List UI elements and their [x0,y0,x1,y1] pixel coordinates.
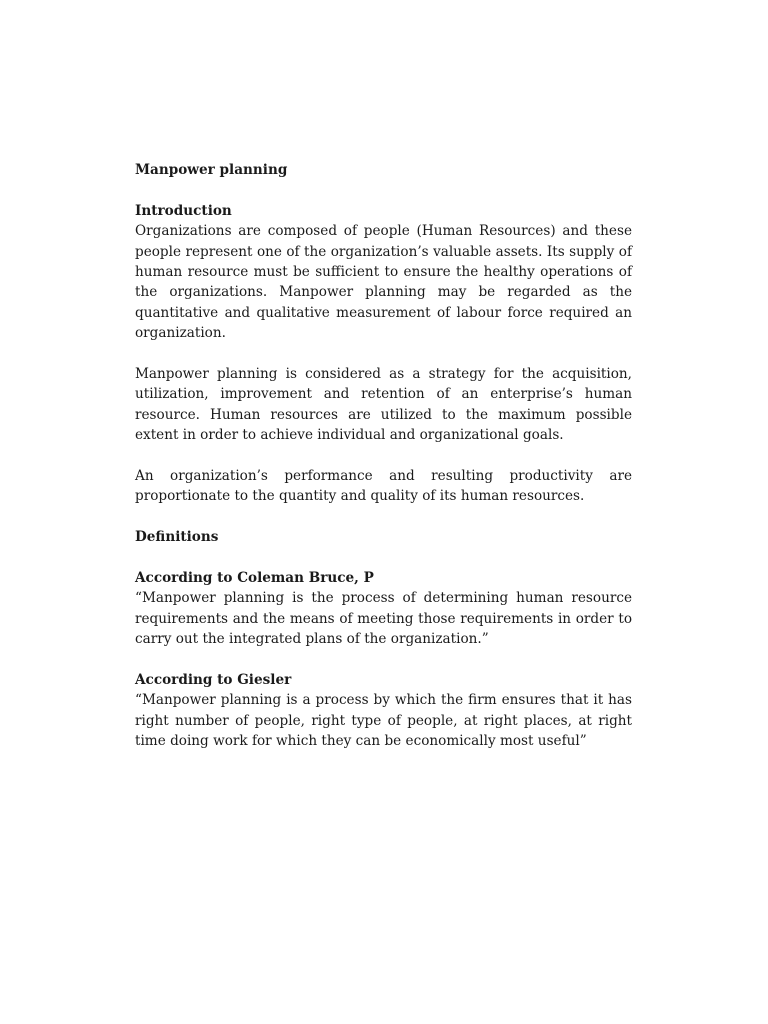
intro-paragraph-1: Organizations are composed of people (Human Resources) and these people represent one of the organization’s valuable assets. Its supply of human resource must be sufficient to ensure the healthy operations of the organizations. Manpower planning may be regarded as the quantitative and qualitative measurement of labour force required an organization. [135,223,632,342]
intro-paragraph-3: An organization’s performance and resulting productivity are proportionate to the quantity and quality of its human resources. [135,468,632,505]
spacer [135,650,632,670]
spacer [135,446,632,466]
document-page [135,160,632,752]
definition-quote-1: “Manpower planning is the process of determining human resource requirements and the means of meeting those requirements in order to carry out the integrated plans of the organization.” [135,590,632,648]
spacer [135,507,632,527]
intro-paragraph-2: Manpower planning is considered as a strategy for the acquisition, utilization, improvement and retention of an enterprise’s human resource. Human resources are utilized to the maximum possible extent in order to achieve individual and organizational goals. [135,366,632,444]
definition-source-1: According to Coleman Bruce, P [135,570,374,587]
introduction-heading: Introduction [135,202,232,219]
spacer [135,548,632,568]
definitions-heading: Definitions [135,529,219,546]
definition-source-2: According to Giesler [135,672,292,689]
document-title: Manpower planning [135,162,288,178]
spacer [135,344,632,364]
definition-quote-2: “Manpower planning is a process by which the firm ensures that it has right number of people, right type of people, at right places, at right time doing work for which they can be economically most useful” [135,692,632,750]
spacer [135,180,632,200]
